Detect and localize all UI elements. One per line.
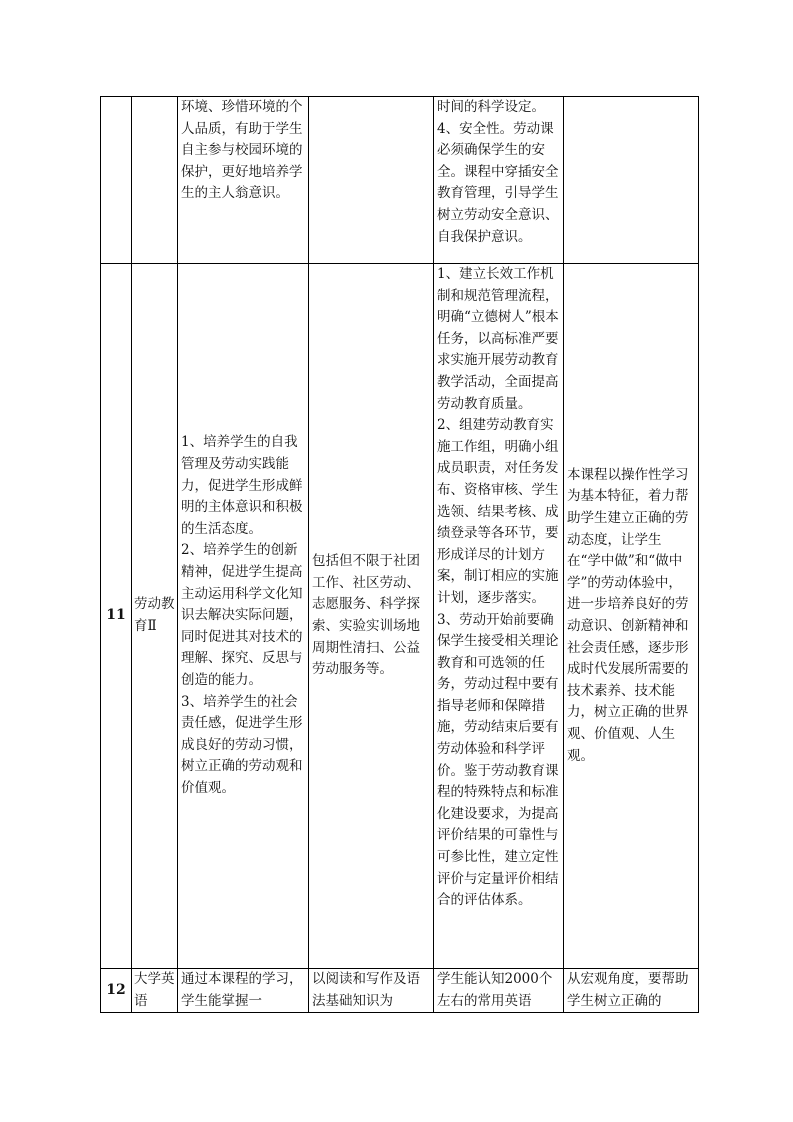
course-goal bbox=[178, 264, 309, 969]
course-ideology bbox=[564, 97, 699, 264]
course-ideology bbox=[564, 264, 699, 969]
ideology-text: 本课程以操作性学习为基本特征，着力帮助学生建立正确的劳动态度，让学生在“学中做”和“做中学”的劳动体验中，进一步培养良好的劳动意识、创新精神和社会责任感，逐步形成时代发展所需要的技术素养、技术能力，树立正确的世界观、价值观、人生观。 bbox=[567, 466, 689, 764]
course-goal bbox=[178, 97, 309, 264]
table-row bbox=[101, 97, 699, 264]
curriculum-table bbox=[100, 96, 699, 1013]
row-number: 12 bbox=[101, 969, 132, 1013]
content-text: 包括但不限于社团工作、社区劳动、志愿服务、科学探索、实验实训场地周期性清扫、公益劳动服务等。 bbox=[312, 553, 420, 678]
row-number bbox=[101, 97, 132, 264]
course-requirement bbox=[434, 264, 564, 969]
course-name bbox=[132, 97, 178, 264]
course-requirement: 学生能认知2000个左右的常用英语 bbox=[434, 969, 564, 1013]
course-name: 大学英语 bbox=[132, 969, 178, 1013]
goal-text: 1、培养学生的自我管理及劳动实践能力，促进学生形成鲜明的主体意识和积极的生活态度。 2、培养学生的创新精神，促进学生提高主动运用科学文化知识去解决实际问题，同时促进其对技术的理解、探究、反思与创造的能力。 3、培养学生的社会责任感，促进学生形成良好的劳动习惯，树立正确的劳动观和价值观。 bbox=[181, 434, 303, 796]
table-row bbox=[101, 969, 699, 1013]
goal-text: 环境、珍惜环境的个人品质，有助于学生自主参与校园环境的保护，更好地培养学生的主人翁意识。 bbox=[181, 99, 303, 202]
requirement-text: 1、建立长效工作机制和规范管理流程，明确“立德树人”根本任务，以高标准严要求实施开展劳动教育教学活动，全面提高劳动教育质量。 2、组建劳动教育实施工作组，明确小组成员职责，对任务发布、资格审核、学生选领、结果考核、成绩登录等各环节，要形成详尽的计划方案，制订相应的实施计划，逐步落实。 3、劳动开始前要确保学生接受相关理论教育和可选领的任务，劳动过程中要有指导老师和保障措施，劳动结束后要有劳动体验和科学评价。鉴于劳动教育课程的特殊特点和标准化建设要求，为提高评价结果的可靠性与可参比性，建立定性评价与定量评价相结合的评估体系。 bbox=[437, 266, 559, 909]
course-content bbox=[309, 264, 434, 969]
course-ideology: 从宏观角度，要帮助学生树立正确的 bbox=[564, 969, 699, 1013]
table-row bbox=[101, 264, 699, 969]
requirement-text: 时间的科学设定。 4、安全性。劳动课必须确保学生的安全。课程中穿插安全教育管理，引导学生树立劳动安全意识、自我保护意识。 bbox=[437, 99, 559, 245]
row-number: 11 bbox=[101, 264, 132, 969]
course-requirement bbox=[434, 97, 564, 264]
course-content: 以阅读和写作及语法基础知识为 bbox=[309, 969, 434, 1013]
course-content bbox=[309, 97, 434, 264]
course-goal: 通过本课程的学习，学生能掌握一 bbox=[178, 969, 309, 1013]
course-name: 劳动教育Ⅱ bbox=[132, 264, 178, 969]
